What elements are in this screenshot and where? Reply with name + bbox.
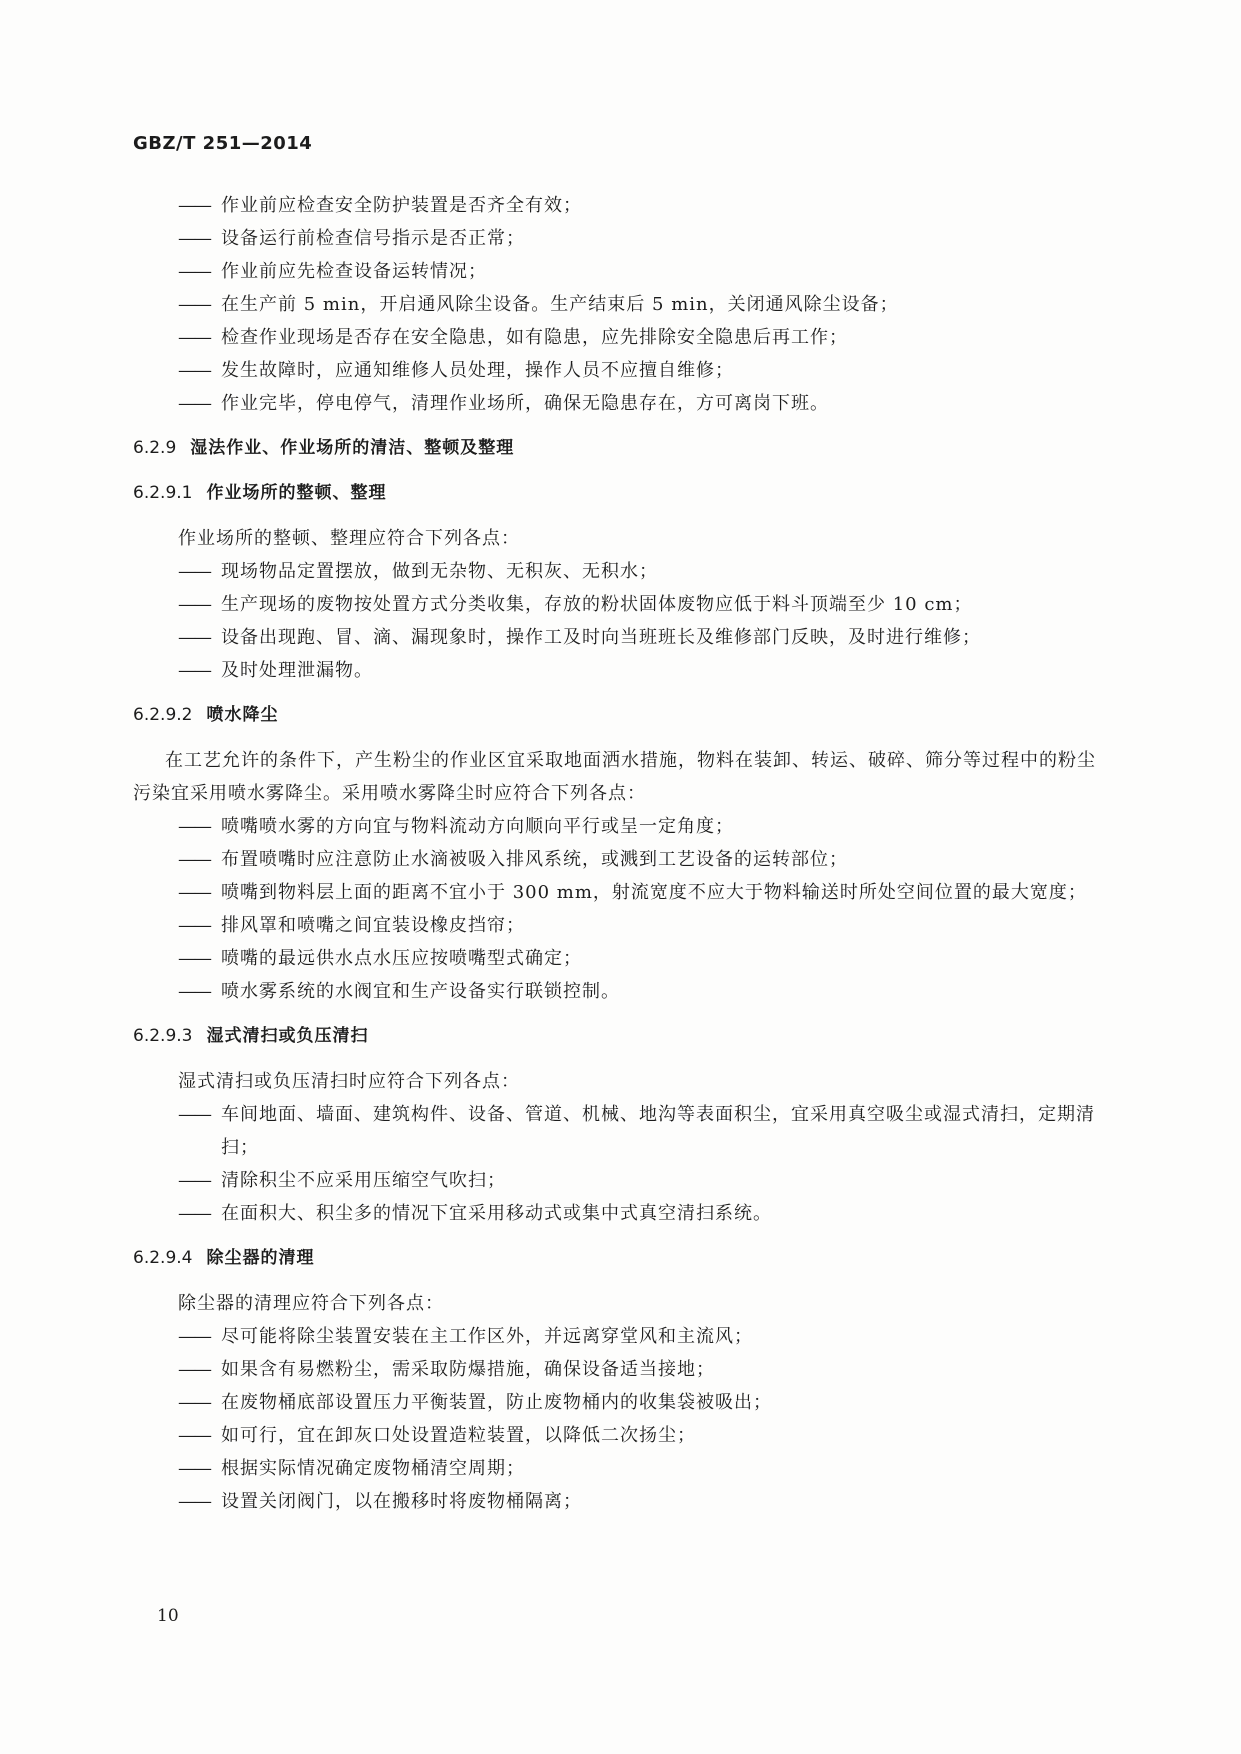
list-item <box>133 1164 1108 1197</box>
section-title: 喷水降尘 <box>206 705 279 725</box>
list-item <box>133 1353 1108 1386</box>
section-heading-6-2-9-2 <box>133 699 1108 732</box>
dash-marker: —— <box>178 1458 210 1479</box>
dash-marker: —— <box>178 915 210 936</box>
list-item-text: 在生产前 5 min，开启通风除尘设备。生产结束后 5 min，关闭通风除尘设备； <box>221 294 899 315</box>
list-item-text: 在面积大、积尘多的情况下宜采用移动式或集中式真空清扫系统。 <box>221 1203 772 1224</box>
list-item <box>133 1452 1108 1485</box>
dash-marker: —— <box>178 261 210 282</box>
list-item-text: 排风罩和喷嘴之间宜装设橡皮挡帘； <box>221 915 525 936</box>
list-item-text: 根据实际情况确定废物桶清空周期； <box>221 1458 525 1479</box>
list-item-text: 及时处理泄漏物。 <box>221 660 373 681</box>
list-item <box>133 876 1108 909</box>
list-item-text: 布置喷嘴时应注意防止水滴被吸入排风系统，或溅到工艺设备的运转部位； <box>221 849 848 870</box>
section-intro: 除尘器的清理应符合下列各点： <box>178 1293 444 1314</box>
list-item-text: 车间地面、墙面、建筑构件、设备、管道、机械、地沟等表面积尘，宜采用真空吸尘或湿式清扫，定期清扫； <box>221 1104 1095 1158</box>
dash-marker: —— <box>178 882 210 903</box>
list-item <box>133 1197 1108 1230</box>
list-item-text: 检查作业现场是否存在安全隐患，如有隐患，应先排除安全隐患后再工作； <box>221 327 848 348</box>
list-item <box>133 942 1108 975</box>
list-item <box>133 255 1108 288</box>
standard-code-header: GBZ/T 251—2014 <box>133 133 313 154</box>
section-heading-6-2-9-4 <box>133 1242 1108 1275</box>
dash-marker: —— <box>178 1203 210 1224</box>
dash-marker: —— <box>178 660 210 681</box>
dash-marker: —— <box>178 393 210 414</box>
list-item <box>133 387 1108 420</box>
list-item <box>133 843 1108 876</box>
list-item <box>133 1419 1108 1452</box>
list-item-text: 清除积尘不应采用压缩空气吹扫； <box>221 1170 506 1191</box>
section-number: 6.2.9.4 <box>133 1248 193 1268</box>
section-heading-6-2-9-1 <box>133 477 1108 510</box>
list-item <box>133 810 1108 843</box>
dash-marker: —— <box>178 948 210 969</box>
dash-marker: —— <box>178 594 210 615</box>
list-item <box>133 588 1108 621</box>
dash-marker: —— <box>178 627 210 648</box>
dash-marker: —— <box>178 294 210 315</box>
section-number: 6.2.9 <box>133 438 177 458</box>
dash-marker: —— <box>178 195 210 216</box>
section-intro: 在工艺允许的条件下，产生粉尘的作业区宜采取地面洒水措施，物料在装卸、转运、破碎、筛分等过程中的粉尘污染宜采用喷水雾降尘。采用喷水雾降尘时应符合下列各点： <box>133 750 1096 804</box>
list-item <box>133 354 1108 387</box>
list-item-text: 作业完毕，停电停气，清理作业场所，确保无隐患存在，方可离岗下班。 <box>221 393 829 414</box>
dash-marker: —— <box>178 1425 210 1446</box>
dash-marker: —— <box>178 1326 210 1347</box>
page-body <box>133 189 1108 1518</box>
list-item-text: 现场物品定置摆放，做到无杂物、无积灰、无积水； <box>221 561 658 582</box>
list-item-text: 设置关闭阀门，以在搬移时将废物桶隔离； <box>221 1491 582 1512</box>
section-number: 6.2.9.1 <box>133 483 193 503</box>
dash-marker: —— <box>178 228 210 249</box>
list-item-text: 设备运行前检查信号指示是否正常； <box>221 228 525 249</box>
section-heading-6-2-9 <box>133 432 1108 465</box>
list-item-text: 作业前应检查安全防护装置是否齐全有效； <box>221 195 582 216</box>
list-item <box>133 1386 1108 1419</box>
section-title: 除尘器的清理 <box>206 1248 315 1268</box>
list-item <box>133 1485 1108 1518</box>
list-item <box>133 321 1108 354</box>
list-item-text: 喷嘴喷水雾的方向宜与物料流动方向顺向平行或呈一定角度； <box>221 816 734 837</box>
list-item <box>133 222 1108 255</box>
dash-marker: —— <box>178 981 210 1002</box>
list-item-text: 喷水雾系统的水阀宜和生产设备实行联锁控制。 <box>221 981 620 1002</box>
section-title: 作业场所的整顿、整理 <box>206 483 387 503</box>
list-item <box>133 288 1108 321</box>
list-item-text: 作业前应先检查设备运转情况； <box>221 261 487 282</box>
page-number: 10 <box>157 1606 179 1626</box>
section-title: 湿法作业、作业场所的清洁、整顿及整理 <box>190 438 515 458</box>
section-title: 湿式清扫或负压清扫 <box>206 1026 369 1046</box>
dash-marker: —— <box>178 1170 210 1191</box>
list-item <box>133 621 1108 654</box>
section-number: 6.2.9.2 <box>133 705 193 725</box>
dash-marker: —— <box>178 1392 210 1413</box>
list-item-text: 生产现场的废物按处置方式分类收集，存放的粉状固体废物应低于料斗顶端至少 10 cm； <box>221 594 973 615</box>
dash-marker: —— <box>178 360 210 381</box>
dash-marker: —— <box>178 849 210 870</box>
list-item <box>133 909 1108 942</box>
list-item-text: 如可行，宜在卸灰口处设置造粒装置，以降低二次扬尘； <box>221 1425 696 1446</box>
list-item-text: 在废物桶底部设置压力平衡装置，防止废物桶内的收集袋被吸出； <box>221 1392 772 1413</box>
list-item <box>133 654 1108 687</box>
dash-marker: —— <box>178 1359 210 1380</box>
list-item-text: 喷嘴的最远供水点水压应按喷嘴型式确定； <box>221 948 582 969</box>
list-item <box>133 975 1108 1008</box>
list-item-text: 尽可能将除尘装置安装在主工作区外，并远离穿堂风和主流风； <box>221 1326 753 1347</box>
section-heading-6-2-9-3 <box>133 1020 1108 1053</box>
list-item <box>133 1320 1108 1353</box>
list-item-text: 设备出现跑、冒、滴、漏现象时，操作工及时向当班班长及维修部门反映，及时进行维修； <box>221 627 981 648</box>
dash-marker: —— <box>178 327 210 348</box>
dash-marker: —— <box>178 561 210 582</box>
section-intro: 湿式清扫或负压清扫时应符合下列各点： <box>178 1071 520 1092</box>
list-item <box>133 1098 1108 1164</box>
list-item <box>133 189 1108 222</box>
section-number: 6.2.9.3 <box>133 1026 193 1046</box>
section-intro: 作业场所的整顿、整理应符合下列各点： <box>178 528 520 549</box>
list-item-text: 如果含有易燃粉尘，需采取防爆措施，确保设备适当接地； <box>221 1359 715 1380</box>
list-item <box>133 555 1108 588</box>
dash-marker: —— <box>178 1491 210 1512</box>
list-item-text: 发生故障时，应通知维修人员处理，操作人员不应擅自维修； <box>221 360 734 381</box>
intro-list <box>133 189 1108 420</box>
dash-marker: —— <box>178 816 210 837</box>
dash-marker: —— <box>178 1104 210 1125</box>
list-item-text: 喷嘴到物料层上面的距离不宜小于 300 mm，射流宽度不应大于物料输送时所处空间位置的最大宽度； <box>221 882 1087 903</box>
